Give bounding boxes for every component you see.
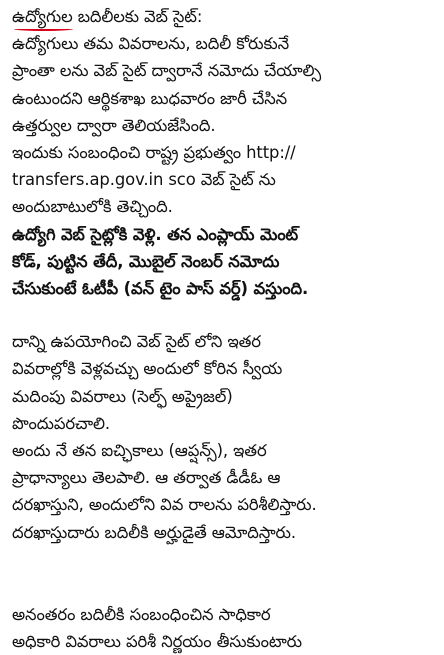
website-line: ఇందుకు సంబంధించి రాష్ట్ర ప్రభుత్వం http:// <box>12 143 296 163</box>
paragraph-gap <box>12 302 434 328</box>
intro-line: ఉత్తర్వుల ద్వారా తెలియజేసింది. <box>12 115 216 135</box>
intro-paragraph <box>12 30 434 139</box>
closing-line: అనంతరం బదిలీకి సంబంధించిన సాధికార <box>12 604 271 624</box>
options-line: దరఖాస్తుని, అందులోని వివ రాలను పరిశీలిస్తారు. <box>12 495 317 515</box>
options-paragraph <box>12 437 434 546</box>
paragraph-gap <box>12 546 434 601</box>
heading-rest: బదిలీలకు వెబ్ సైట్: <box>72 7 203 26</box>
heading-word: ఉద్యోగుల <box>12 7 73 26</box>
options-line: దరఖాస్తుదారు బదిలీకి అర్హుడైతే ఆమోదిస్తారు. <box>12 522 296 542</box>
appraisal-paragraph <box>12 328 434 437</box>
options-line: అందు నే తన ఐచ్ఛికాలు (ఆప్షన్స్), ఇతర <box>12 441 267 461</box>
article-heading <box>12 3 434 30</box>
website-paragraph <box>12 139 434 221</box>
otp-line: కోడ్, పుట్టిన తేదీ, మొబైల్ నెంబర్ నమోదు <box>12 251 280 271</box>
intro-line: ప్రాంతా లను వెబ్ సైట్ ద్వారానే నమోదు చేయాల్సి <box>12 61 322 81</box>
website-line: transfers.ap.gov.in sco వెబ్ సైట్ ను <box>12 170 276 190</box>
closing-line: అధికారి వివరాలు పరిశీ నిర్ణయం తీసుకుంటారు <box>12 632 302 652</box>
otp-line: చేసుకుంటే ఓటీపీ (వన్ టైం పాస్ వర్డ్) వస్తుంది. <box>12 279 309 299</box>
appraisal-line: దాన్ని ఉపయోగించి వెబ్ సైట్ లోని ఇతర <box>12 332 261 352</box>
intro-line: ఉంటుందని ఆర్థికశాఖ బుధవారం జారీ చేసిన <box>12 88 288 108</box>
intro-line: ఉద్యోగులు తమ వివరాలను, బదిలీ కోరుకునే <box>12 34 289 54</box>
otp-paragraph <box>12 221 434 303</box>
appraisal-line: మదింపు వివరాలు (సెల్ఫ్ అప్రైజల్) <box>12 386 233 406</box>
otp-line: ఉద్యోగి వెబ్ సైట్లోకి వెళ్లి. తన ఎంప్లాయ్ మెంట్ <box>12 224 299 244</box>
appraisal-line: వివరాల్లోకి వెళ్లవచ్చు అందులో కోరిన స్వీయ <box>12 359 283 379</box>
heading-underlined-word <box>12 3 73 30</box>
options-line: ప్రాధాన్యాలు తెలపాలి. ఆ తర్వాత డీడీఓ ఆ <box>12 468 281 488</box>
appraisal-line: పొందుపరచాలి. <box>12 413 111 433</box>
website-line: అందుబాటులోకి తెచ్చింది. <box>12 197 173 217</box>
closing-paragraph <box>12 601 434 655</box>
